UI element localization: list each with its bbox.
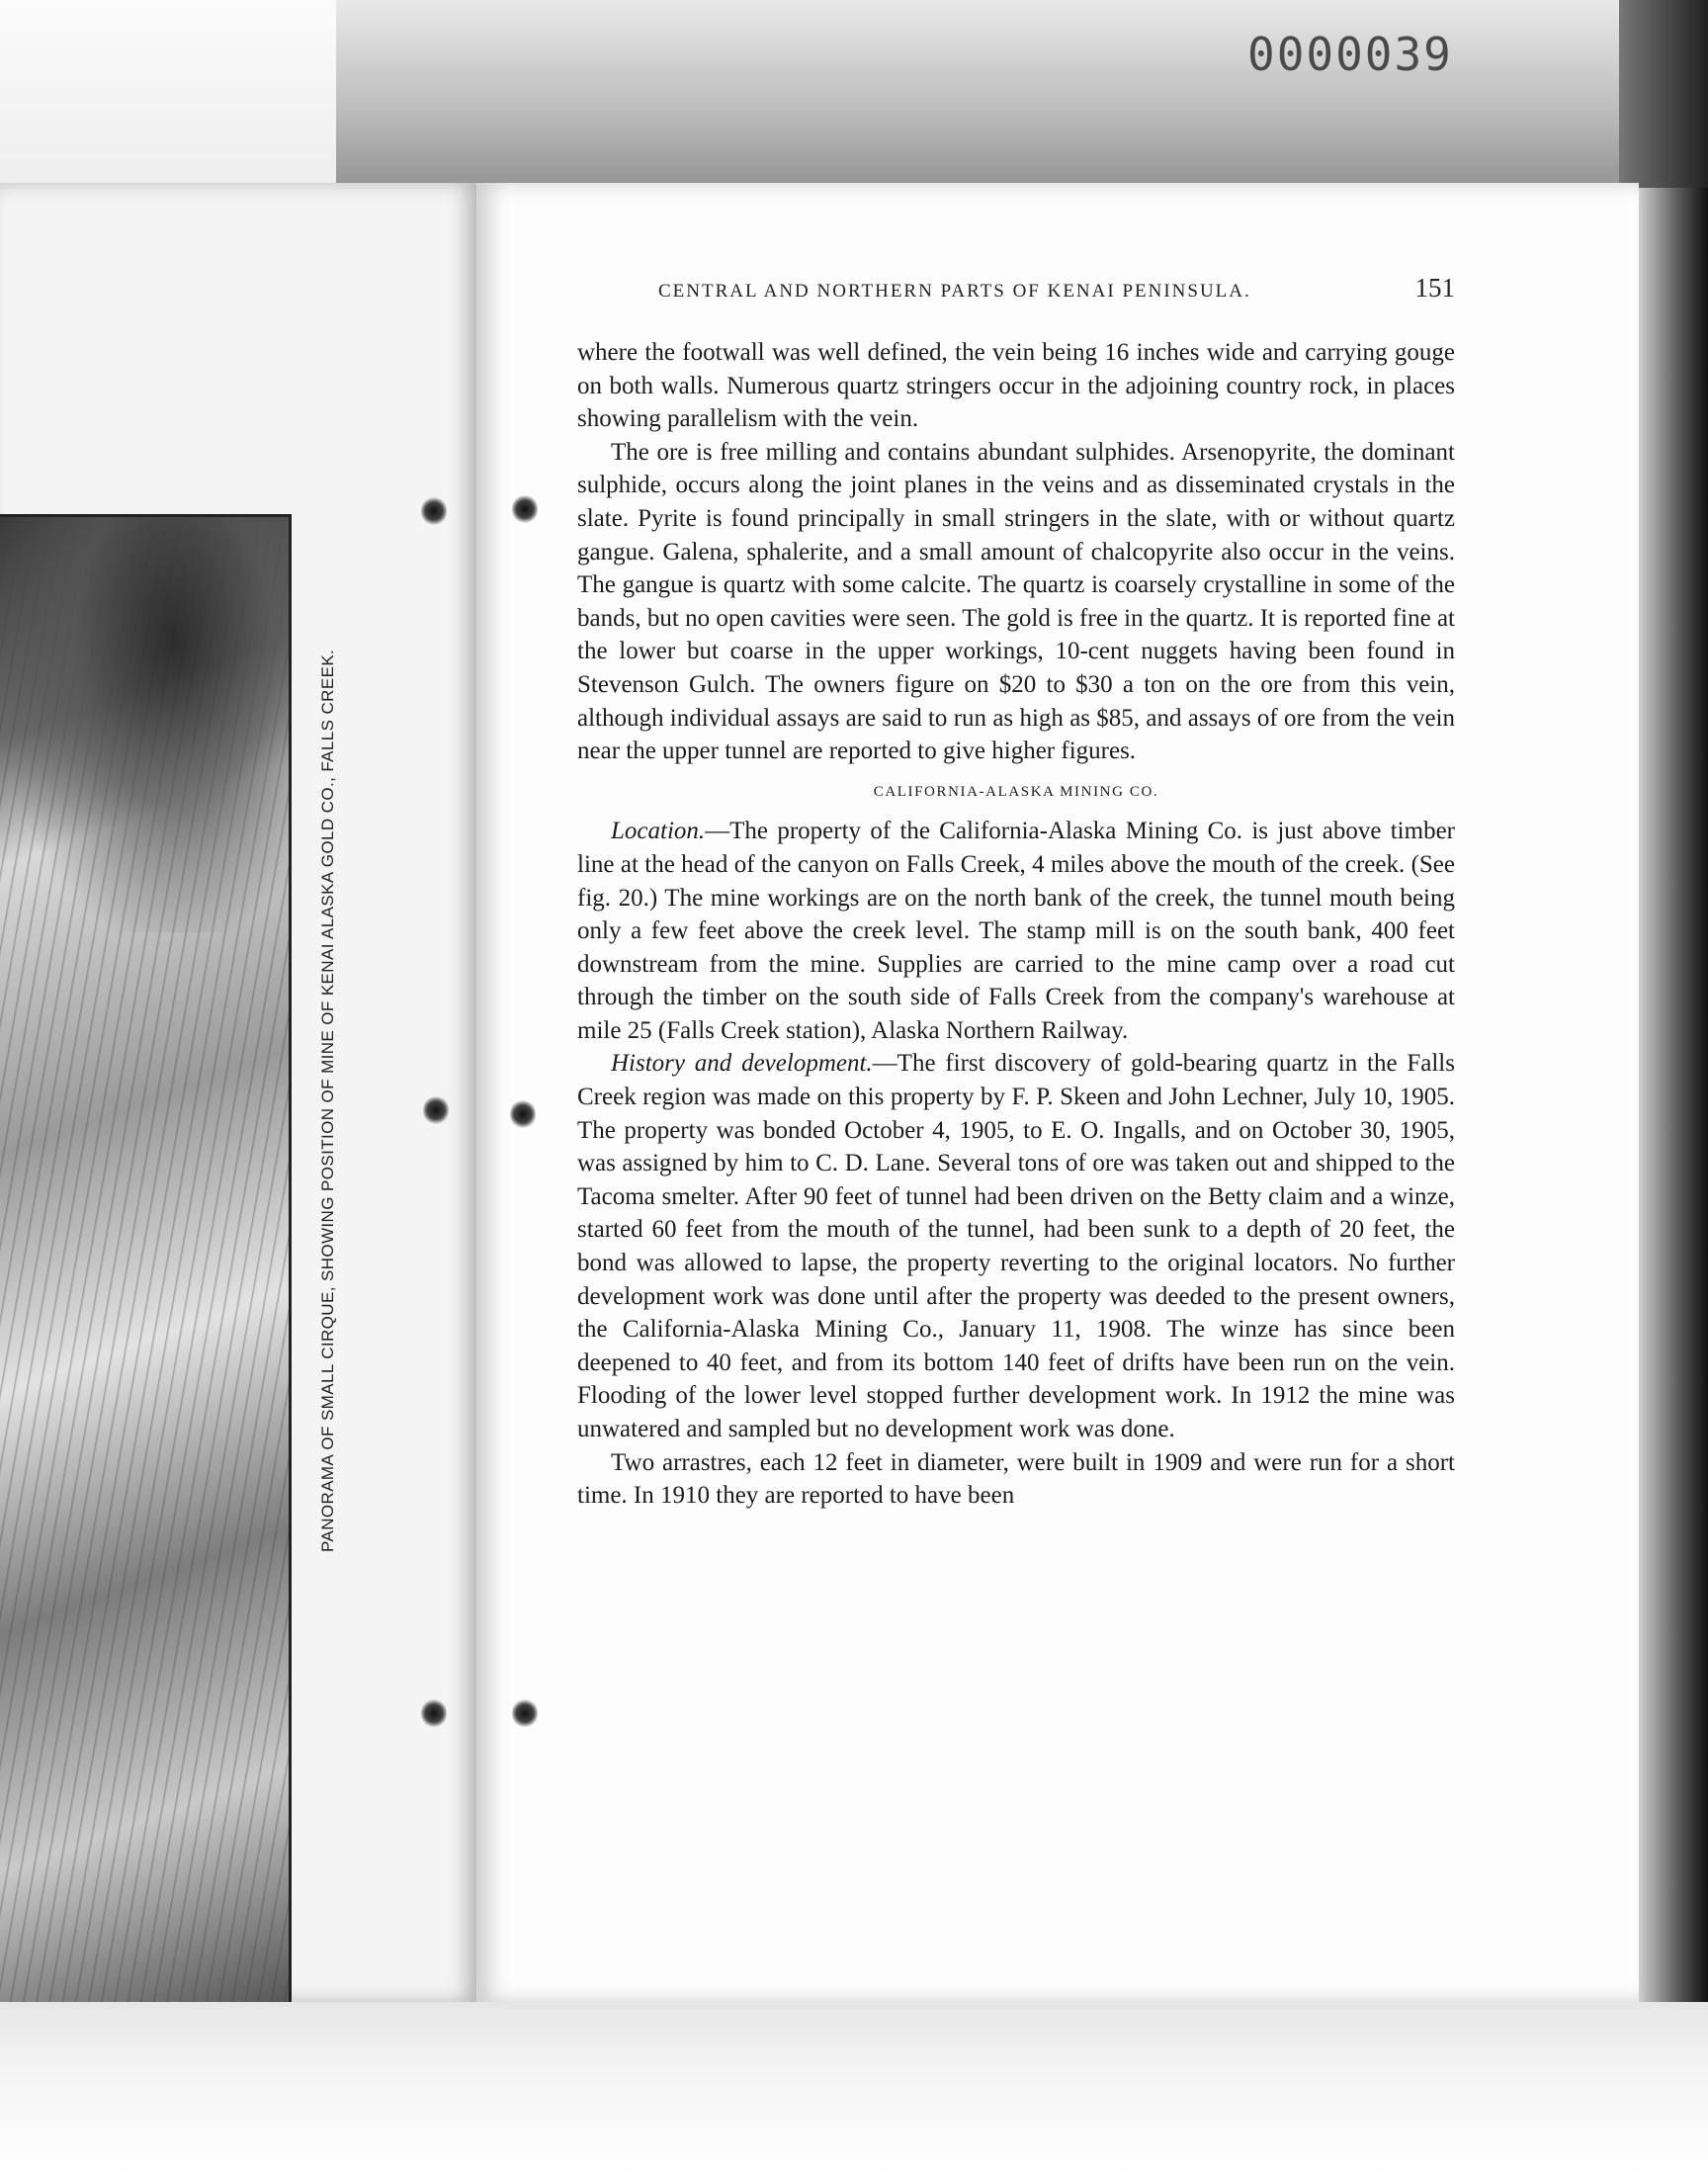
panorama-photo	[0, 514, 292, 2011]
scanner-shadow-edge	[1639, 188, 1708, 2175]
left-page-plate	[0, 183, 479, 2002]
scan-stamp-number: 0000039	[1247, 28, 1453, 81]
paragraph-body: —The property of the California-Alaska Mining Co. is just above timber line at the head of the canyon on Falls Creek, 4 miles above the mouth of the creek. (See fig. 20.) The mine workings are on the north bank of the creek, the tunnel mouth being only a few feet above the creek level. The stamp mill is on the south bank, 400 feet downstream from the mine. Supplies are carried to the mine camp over a road cut through the timber on the south side of Falls Creek from the company's warehouse at mile 25 (Falls Creek station), Alaska Northern Railway.	[577, 818, 1455, 1044]
underlying-sheet	[0, 0, 336, 183]
body-text	[577, 336, 1455, 1513]
paragraph: where the footwall was well defined, the vein being 16 inches wide and carrying gouge on both walls. Numerous quartz stringers occur in the adjoining country rock, in places showing parallelism with the vein.	[577, 339, 1455, 433]
paragraph: The ore is free milling and contains abundant sulphides. Arsenopyrite, the dominant sulphide, occurs along the joint planes in the veins and as disseminated crystals in the slate. Pyrite is found principally in small stringers in the slate, with or without quartz gangue. Galena, sphalerite, and a small amount of chalcopyrite also occur in the veins. The gangue is quartz with some calcite. The quartz is coarsely crystalline in some of the bands, but no open cavities were seen. The gold is free in the quartz. It is reported fine at the lower but coarse in the upper workings, 10-cent nuggets having been found in Stevenson Gulch. The owners figure on $20 to $30 a ton on the ore from this vein, although individual assays are said to run as high as $85, and assays of ore from the vein near the upper tunnel are reported to give higher figures.	[577, 438, 1455, 765]
binding-hole	[423, 1095, 449, 1125]
paragraph	[577, 1047, 1455, 1445]
running-head	[658, 273, 1455, 303]
scanner-shadow-right	[1619, 0, 1708, 198]
plate-caption: PANORAMA OF SMALL CIRQUE, SHOWING POSITION OF MINE OF KENAI ALASKA GOLD CO., FALLS CREEK.	[318, 649, 337, 1552]
section-heading: CALIFORNIA-ALASKA MINING CO.	[873, 783, 1159, 800]
scanner-bottom-margin	[0, 2002, 1708, 2175]
binding-hole	[512, 494, 538, 524]
paragraph-body: —The first discovery of gold-bearing quartz in the Falls Creek region was made on this property by F. P. Skeen and John Lechner, July 10, 1905. The property was bonded October 4, 1905, to E. O. Ingalls, and on October 30, 1905, was assigned by him to C. D. Lane. Several tons of ore was taken out and shipped to the Tacoma smelter. After 90 feet of tunnel had been driven on the Betty claim and a winze, started 60 feet from the mouth of the tunnel, had been sunk to a depth of 20 feet, the bond was allowed to lapse, the property reverting to the original locators. No further development work was done until after the property was deeded to the present owners, the California-Alaska Mining Co., January 11, 1908. The winze has since been deepened to 40 feet, and from its bottom 140 feet of drifts have been run on the vein. Flooding of the lower level stopped further development work. In 1912 the mine was unwatered and sampled but no development work was done.	[577, 1050, 1455, 1442]
paragraph-lead: History and development.	[611, 1050, 873, 1078]
paragraph: Two arrastres, each 12 feet in diameter, were built in 1909 and were run for a short time. In 1910 they are reported to have been	[577, 1448, 1455, 1510]
paragraph	[577, 815, 1455, 1047]
binding-hole	[510, 1099, 536, 1129]
page-number: 151	[1414, 273, 1455, 303]
binding-hole	[421, 496, 447, 526]
photo-dark-rock	[0, 517, 289, 932]
binding-hole	[421, 1698, 447, 1728]
binding-hole	[512, 1698, 538, 1728]
paragraph-lead: Location.	[611, 818, 706, 845]
running-head-title: CENTRAL AND NORTHERN PARTS OF KENAI PENINSULA.	[658, 281, 1251, 302]
